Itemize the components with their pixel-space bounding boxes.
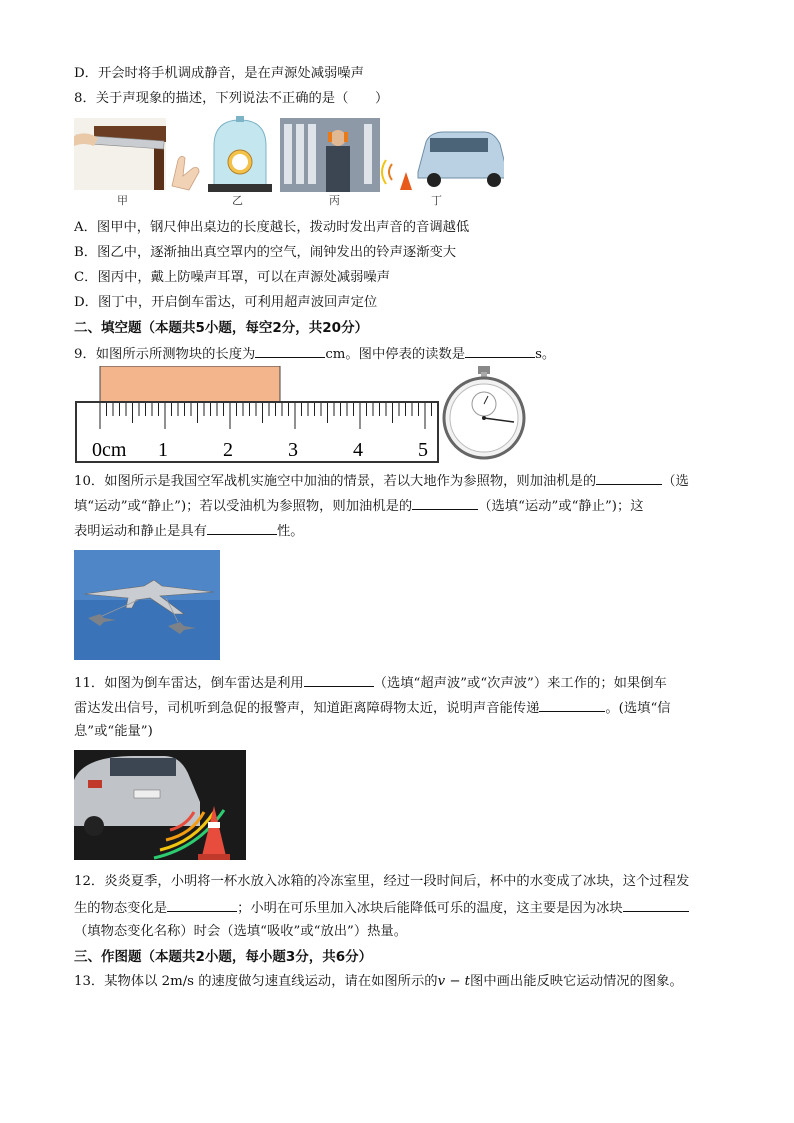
q12-blank-2[interactable] bbox=[623, 897, 689, 912]
q12-text-2b: ；小明在可乐里加入冰块后能降低可乐的温度，这主要是因为冰块 bbox=[237, 901, 623, 916]
q9-text-c: s。 bbox=[535, 347, 556, 362]
aerial-refueling-image bbox=[74, 550, 220, 660]
q9-stem bbox=[74, 343, 724, 365]
q11-text-1b: （选填“超声波”或“次声波”）来工作的；如果倒车 bbox=[373, 676, 667, 691]
q10-text-2b: （选填“运动”或“静止”)；这 bbox=[478, 499, 644, 514]
q9-figure bbox=[74, 366, 534, 464]
q9-text-b: cm。图中停表的读数是 bbox=[325, 347, 466, 362]
q11-text-1a: 11．如图为倒车雷达，倒车雷达是利用 bbox=[74, 676, 304, 691]
section-drawing-heading: 三、作图题（本题共2小题，每小题3分，共6分） bbox=[74, 949, 373, 965]
caption-jia: 甲 bbox=[117, 194, 128, 207]
q13-vt-symbol: v − t bbox=[437, 974, 471, 989]
q13-text-b: 图中画出能反映它运动情况的图象。 bbox=[470, 974, 683, 989]
q11-line3: 息”或“能量”) bbox=[74, 724, 153, 739]
q9-text-a: 9．如图所示所测物块的长度为 bbox=[74, 347, 256, 362]
q10-text-2a: 填“运动”或“静止”)；若以受油机为参照物，则加油机是的 bbox=[74, 499, 413, 514]
q10-line3 bbox=[74, 520, 724, 542]
q10-text-3a: 表明运动和静止是具有 bbox=[74, 524, 207, 539]
q9-blank-time[interactable] bbox=[465, 343, 535, 358]
q10-text-3b: 性。 bbox=[276, 524, 304, 539]
ruler-label-4: 4 bbox=[353, 439, 363, 461]
ruler bbox=[76, 402, 438, 462]
bell-jar-image bbox=[208, 116, 272, 192]
q12-line1: 12．炎炎夏季，小明将一杯水放入冰箱的冷冻室里，经过一段时间后，杯中的水变成了冰块，这个过程发 bbox=[74, 874, 690, 889]
q11-text-2b: 。(选填“信 bbox=[605, 701, 671, 716]
q11-blank-1[interactable] bbox=[304, 672, 374, 687]
q12-text-2a: 生的物态变化是 bbox=[74, 901, 168, 916]
ruler-label-1: 1 bbox=[158, 439, 168, 461]
q13-text-a: 13．某物体以 2m/s 的速度做匀速直线运动，请在如图所示的 bbox=[74, 974, 438, 989]
q9-blank-length[interactable] bbox=[255, 343, 325, 358]
measured-block bbox=[100, 366, 280, 402]
caption-bing: 丙 bbox=[329, 194, 340, 207]
q13-stem bbox=[74, 972, 724, 992]
stopwatch-icon bbox=[444, 366, 524, 458]
reversing-car-image bbox=[382, 132, 504, 190]
q10-text-1b: （选 bbox=[662, 474, 689, 489]
q8-stem: 8．关于声现象的描述，下列说法不正确的是（ ） bbox=[74, 91, 389, 106]
q8-option-c: C．图丙中，戴上防噪声耳罩，可以在声源处减弱噪声 bbox=[74, 270, 391, 285]
q10-line1 bbox=[74, 470, 724, 492]
q10-blank-2[interactable] bbox=[412, 495, 478, 510]
section-fill-blank-heading: 二、填空题（本题共5小题，每空2分，共20分） bbox=[74, 320, 369, 336]
q12-line2 bbox=[74, 897, 724, 919]
q12-line3: （填物态变化名称）时会（选填“吸收”或“放出”）热量。 bbox=[74, 924, 408, 939]
q8-option-d: D．图丁中，开启倒车雷达，可利用超声波回声定位 bbox=[74, 295, 378, 310]
q10-blank-1[interactable] bbox=[596, 470, 662, 485]
q11-line2 bbox=[74, 697, 724, 719]
q12-blank-1[interactable] bbox=[167, 897, 237, 912]
q10-text-1a: 10．如图所示是我国空军战机实施空中加油的情景，若以大地作为参照物，则加油机是的 bbox=[74, 474, 597, 489]
ruler-on-table-image bbox=[74, 118, 166, 190]
q11-line1 bbox=[74, 672, 724, 694]
ruler-label-2: 2 bbox=[223, 439, 233, 461]
q10-blank-3[interactable] bbox=[207, 520, 277, 535]
ruler-label-5: 5 bbox=[418, 439, 428, 461]
caption-ding: 丁 bbox=[431, 194, 442, 207]
q8-option-b: B．图乙中，逐渐抽出真空罩内的空气，闹钟发出的铃声逐渐变大 bbox=[74, 245, 457, 260]
q7-option-d: D．开会时将手机调成静音，是在声源处减弱噪声 bbox=[74, 66, 364, 81]
factory-worker-image bbox=[280, 118, 380, 192]
q8-option-a: A．图甲中，钢尺伸出桌边的长度越长，拨动时发出声音的音调越低 bbox=[74, 220, 470, 235]
q10-line2 bbox=[74, 495, 724, 517]
ruler-label-3: 3 bbox=[288, 439, 298, 461]
q11-blank-2[interactable] bbox=[539, 697, 605, 712]
caption-yi: 乙 bbox=[232, 194, 243, 207]
ruler-label-0: 0cm bbox=[92, 439, 127, 461]
q11-text-2a: 雷达发出信号，司机听到急促的报警声，知道距离障碍物太近，说明声音能传递 bbox=[74, 701, 540, 716]
parking-radar-image bbox=[74, 750, 246, 860]
